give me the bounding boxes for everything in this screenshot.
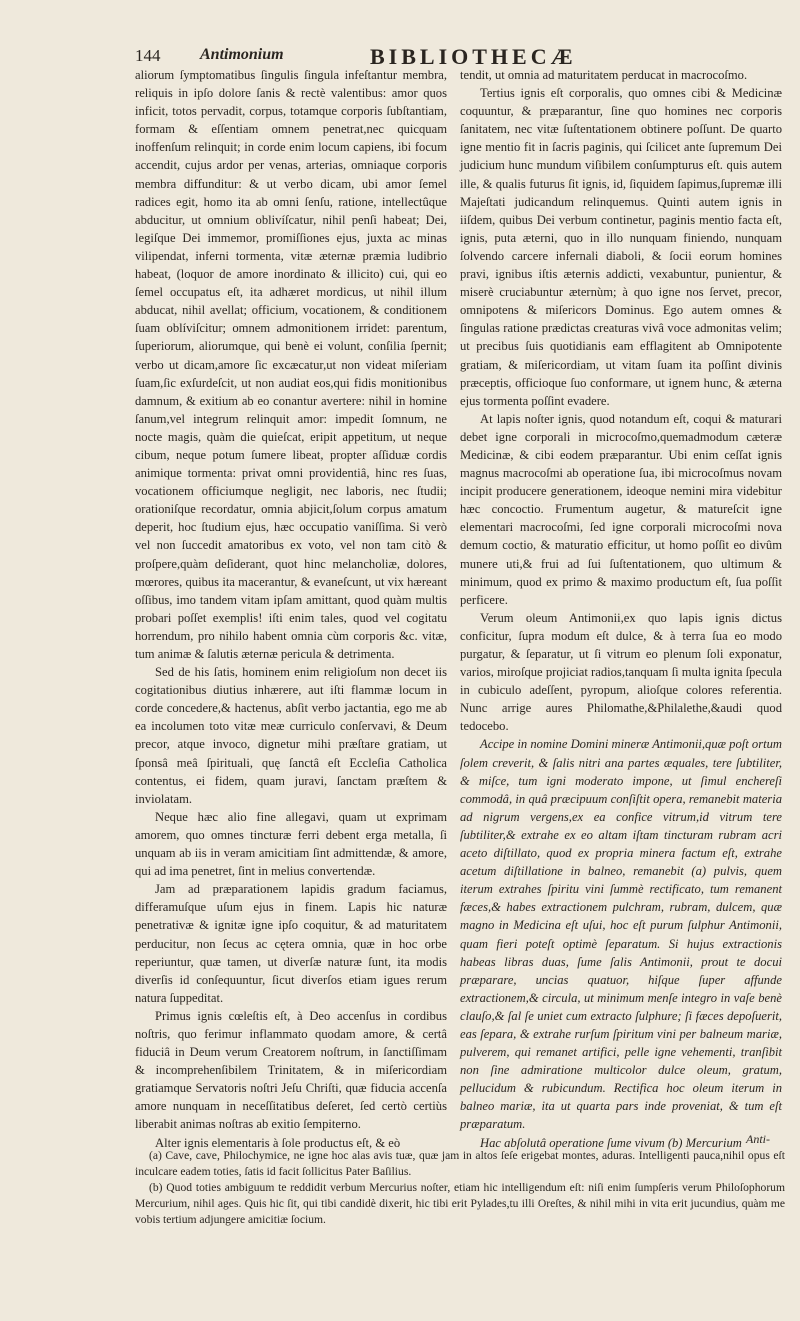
footnote: (b) Quod toties ambiguum te reddidit verbum Mercurius noſter, etiam hic intelligendum eſt: niſi enim ſumpſeris verum Philoſophorum Mercurium, nihil ages. Quis hic ſit, qui tibi candidè dixerit, hic tibi erit Pylades,tu illi Oreſtes, & nihil mihi in vita erit jucundius, quàm me vobis tertium adjungere amicitiæ ſocium. [135,1181,785,1226]
recipe-paragraph: Accipe in nomine Domini mineræ Antimonii,quæ poſt ortum ſolem creverit, & ſalis nitri ana partes æquales, tere ſubtiliter, & miſce, tum igni moderato impone, ut ſimul enchereſi commodâ, in quâ præcipuum conſiſtit opera, remanebit materia ad nigrum vergens,ex ea confice vitrum,id vitrum tere ſubtiliter,& extrahe ex eo altam iſtam tincturam rubram acri aceto diſtillato, quod ex propria minera factum eſt, extrahe acetum diſtillatione in balneo, remanebit (a) pulvis, quem iterum extrahes ſpiritu vini ſummè rectificato, tum remanent fæces,& habes extractionem pulchram, rubram, dulcem, quæ magno in Medicina eſt uſui, hoc eſt purum ſulphur Antimonii, quam fieri poteſt optimè ſeparatum. Si hujus extractionis habeas libras duas, ſume ſalis Antimonii, prout te docui præparare, uncias quatuor, hiſque ſuper affunde extractionem,& circula, ut minimum menſe integro in vaſe benè clauſo,& ſal ſe uniet cum extracto ſulphure; ſi fæces depoſuerit, eas ſepara, & extrahe rurſum ſpiritum vini per balneum mariæ, pulverem, qui remanet artifici, pelle igne vehementi, tranſibit non ſine admiratione multicolor dulce oleum, gratum, pellucidum & rubicundum. Rectifica hoc oleum iterum in balneo mariæ, ita ut quarta pars inde proveniat, & tum eſt præparatum. [460,737,782,1132]
catchword: Anti- [746,1132,770,1146]
paragraph: tendit, ut omnia ad maturitatem perducat in macrocoſmo. [460,68,748,82]
footnote: (a) Cave, cave, Philochymice, ne igne hoc alas avis tuæ, quæ jam in altos ſeſe erigebat montes, aduras. Intelligenti pauca,nihil opus eſt inculcare eadem toties, ſatis id facit ſollicitus Pater Baſilius. [135,1149,785,1178]
paragraph: aliorum ſymptomatibus ſingulis ſingula infeſtantur membra, reliquis in ipſo dolore ſanis & rectè valentibus: amor quos inficit, totos pervadit, corpus, totamque corporis ſubſtantiam, formam & eſſentiam omnem penetrat,nec quicquam inoffenſum relinquit; in corde enim locum capiens, ibi focum accendit, cujus ardor per venas, arterias, omniaque corporis membra diffunditur: & ut verbo dicam, ubi amor ſemel radices egit, homo ita ab omni ſenſu, ratione, intellectûque abducitur, ut omnium oblivíſcatur, nihil penſi habeat; Dei, legiſque Dei immemor, promiſſiones ejus, juxta ac minas vilipendat, inferni tormenta, vitæ æternæ præmia ludibrio habeat, (loquor de amore inordinato & illicito) cui, qui eo ſemel occupatus eſt, ita adhæret mordicus, ut nihil illum abducat, nihil avellat; officium, vocationem, & conditionem ſuam oblíviſcitur; omnem admonitionem irridet: parentum, ſuperiorum, aliorumque, qui benè ei volunt, conſilia ſpernit; verbo ut dicam,amore ſic excæcatur,ut non videat miſeriam ſuam,ſic exſurdeſcit, ut non audiat eos,qui fidis monitionibus damnum, & exitium ab eo conantur avertere: nihil in homine ſanum,vel integrum relinquit amor: impedit ſomnum, ne nocte magis, quàm die quieſcat, eripit appetitum, ut neque cibum, neque potum ſumere libeat, propter aſſiduæ cordis animique tormenta: privat omni providentiâ, hinc res ſuas, vocationem officiumque negligit, nec laboris, nec ſtudii; orationiſque recordatur, omnia abjicit,ſolum corpus amatum deperit, hoc ſtudium ejus, hæc occupatio vaniſſima. Si verò vel non ſuccedit amatoribus ex voto, vel non tam citò & proſpere,quàm deſiderant, quot hinc melancholiæ, dolores, mœrores, quibus ita macerantur, & evaneſcunt, ut vix hæreant oſſibus, imo tandem vitam ipſam amittant, quod quàm multis probari poſſet exemplis! iſti enim tales, quod vel cogitatu horrendum, pro nihilo habent omnia cùm corporis &c. vitæ, tum animæ & ſalutis æternæ pericula & detrimenta. [135,68,447,661]
right-column [460,66,782,1152]
paragraph: Jam ad præparationem lapidis gradum faciamus, differamuſque uſum ejus in finem. Lapis hic naturæ penetrativæ & ignitæ igne ipſo coquitur, & ad maturitatem perducitur, non ſecus ac cętera omnia, quæ in hoc orbe reperiuntur, quæ tamen, ut diverſæ naturæ ſunt, ita modis diverſis id conſequuntur, ſicut diverſos etiam igues rerum natura ſuppeditat. [135,882,447,1005]
paragraph: Verum oleum Antimonii,ex quo lapis ignis dictus conficitur, ſupra modum eſt dulce, & à terra ſua eo modo purgatur, & ſeparatur, ut ſi vitrum eo plenum ſoli exponatur, varios, miroſque projiciat radios,tanquam ſi multa ignita ſpecula in cubiculo adeſſent, pyropum, alioſque colores referentia. Nunc arrige aures Philomathe,&Philalethe,&audi quod tedocebo. [460,610,782,734]
paragraph: Alter ignis elementaris à ſole productus eſt, & eò [155,1135,401,1150]
page-title: BIBLIOTHECÆ [370,44,577,69]
paragraph: At lapis noſter ignis, quod notandum eſt, coqui & maturari debet igne corporali in microcoſmo,quemadmodum cæteræ Medicinæ, & cibi eodem præparantur. Ubi enim ceſſat ignis magnus macrocoſmi ab operatione ſua, ibi microcoſmus novam incipit producere generationem, ideoque nemini mira videbitur hæc concoctio. Frumentum augetur, & matureſcit igne elementari macrocoſmi, ſed igne corporali microcoſmi nova demum coctio, & maturatio efficitur, ut homo poſſit eo divûm munere uti,& frui ad ſui ſuſtentationem, quo ultimum & minimum, quod ex primo & maximo productum eſt, ſua poſſit perficere. [460,411,782,607]
page-number: 144 [135,46,161,65]
paragraph: Neque hæc alio fine allegavi, quam ut exprimam amorem, quo omnes tincturæ ferri debent erga metalla, ſi unquam ab iis in veram amicitiam ſint admittendæ, & amore, qui ad ima penetret, ſint in melius convertendæ. [135,809,447,879]
paragraph: Tertius ignis eſt corporalis, quo omnes cibi & Medicinæ coquuntur, & præparantur, ſine quo homines nec corporis ſanitatem, nec vitæ ſuſtentationem obtinere poſſunt. De quarto igne mentio fit in ſacris paginis, qui ſcilicet ante ſupremum Dei judicium hunc mundum viſibilem conſumpturus eſt. quis autem ille, & qualis futurus ſit ignis, id, ſiquidem ſapimus,ſupremæ illi Majeſtati judicandum relinquemus. Quinti autem ignis in iiſdem, quibus Dei verbum continetur, paginis mentio facta eſt, ignis, puta æterni, quo in illo nunquam finiendo, nunquam ſolvendo carcere infernali diaboli, & ſocii eorum homines pravi, ignibus iſtis æternis addicti, vexabuntur, punientur, & miserè cruciabuntur æternùm; à quo igne nos ſervet, precor, omnipotens & miſericors Dominus. Ego autem omnes & ſingulas ratione prædictas creaturas vivâ voce admonitas velim; ut precibus ſuis quotidianis eam efflagitent ab Omnipotente gratiam, & miſericordiam, ut vitam ſuam ita poſſint divinis præceptis, officioque ſuo conformare, ut ignem hunc, & æterna ejus tormenta poſſint evadere. [460,86,782,408]
left-column [135,66,447,1152]
paragraph: Sed de his ſatis, hominem enim religioſum non decet iis cogitationibus diutius inhærere, aut iſti flammæ locum in corde concedere,& hactenus, abſit verbo jactantia, ego me ab ea incolumen toto vitæ meæ curriculo conſervavi, & Deum precor, atque invoco, dignetur mihi præſtare gratiam, ut ſponsâ meâ ſpirituali, quę ſanctâ eſt Eccleſia Catholica contentus, ei fidem, quam juravi, ſanctam præſtem & inviolatam. [135,665,447,806]
running-head: Antimonium [200,46,284,63]
footnotes [135,1148,785,1228]
recipe-paragraph: Hac abſolutâ operatione ſume vivum (b) Mercurium [480,1135,742,1150]
paragraph: Primus ignis cœleſtis eſt, à Deo accenſus in cordibus noſtris, quo ferimur inflammato quodam amore, & certâ fiduciâ in Deum verum Creatorem noſtrum, in ſanctiſſimam & incomprehenſibilem Trinitatem, & in miſericordiam gratiamque Servatoris noſtri Jeſu Chriſti, quæ fiducia accenſa amore nunquam in neceſſitatibus deſeret, ſed certò certiùs liberabit animas noſtras ab exitio ſempiterno. [135,1008,447,1132]
